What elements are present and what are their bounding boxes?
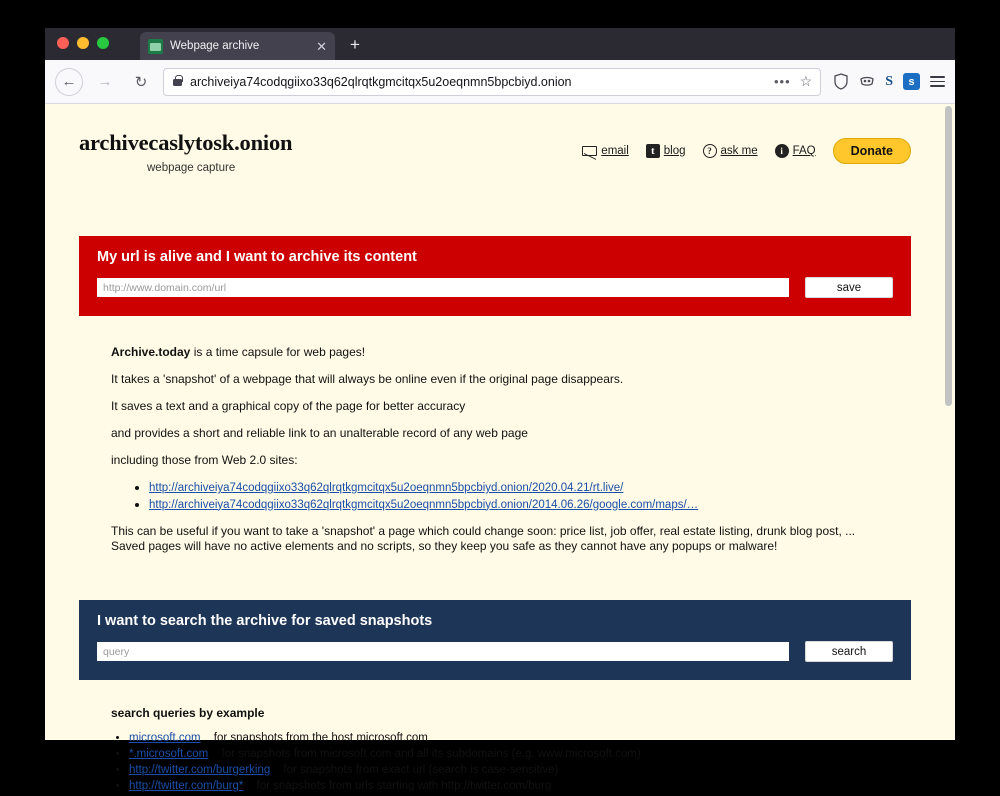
tab-title: Webpage archive <box>170 40 260 52</box>
maximize-window-button[interactable] <box>97 37 109 49</box>
donate-button[interactable]: Donate <box>833 138 911 164</box>
extension-s-icon[interactable]: S <box>885 73 893 89</box>
extension-blue-icon[interactable]: s <box>903 73 920 90</box>
list-item <box>149 481 911 495</box>
search-examples-list <box>111 732 911 792</box>
nav-label-faq: FAQ <box>792 145 816 157</box>
back-button[interactable]: ← <box>55 68 83 96</box>
example-query[interactable]: http://twitter.com/burgerking <box>129 764 271 776</box>
save-button[interactable]: save <box>805 277 893 298</box>
example-link-list <box>111 481 911 511</box>
intro-line-2: It takes a 'snapshot' of a webpage that will always be online even if the original page disappears. <box>111 372 624 386</box>
list-item <box>149 498 911 512</box>
page-title: archivecaslytosk.onion <box>79 130 293 155</box>
url-text: archiveiya74codqgiixo33q62qlrqtkgmcitqx5u2oeqnmn5bpcbiyd.onion <box>190 74 572 89</box>
lock-icon <box>172 75 183 88</box>
page-viewport <box>45 104 955 792</box>
window-controls <box>57 37 109 49</box>
example-link[interactable]: http://archiveiya74codqgiixo33q62qlrqtkgmcitqx5u2oeqnmn5bpcbiyd.onion/2014.06.26/google.com/maps/… <box>149 498 699 511</box>
page-scrollbar[interactable] <box>944 104 953 740</box>
page-actions-icon[interactable]: ••• <box>773 74 791 89</box>
title-bar <box>45 28 955 60</box>
search-examples-section <box>45 680 945 792</box>
list-item <box>129 780 911 792</box>
search-panel <box>79 600 911 680</box>
intro-strong: Archive.today <box>111 345 191 359</box>
nav-label-blog: blog <box>663 145 686 157</box>
archive-panel-title: My url is alive and I want to archive its content <box>97 249 417 265</box>
shield-icon[interactable] <box>833 73 849 90</box>
nav-item-ask-me[interactable] <box>703 144 758 158</box>
site-header <box>45 104 945 174</box>
intro-note-2: Saved pages will have no active elements and no scripts, so they keep you safe as they cannot have any popups or malware! <box>111 539 778 553</box>
site-nav <box>582 130 911 164</box>
bookmark-star-icon[interactable]: ☆ <box>799 73 813 89</box>
archive-url-input[interactable]: http://www.domain.com/url <box>97 278 789 297</box>
scrollbar-thumb[interactable] <box>945 106 952 406</box>
list-item <box>129 764 911 776</box>
page-content <box>45 104 945 792</box>
privacy-mask-icon[interactable] <box>859 73 875 90</box>
example-query[interactable]: *.microsoft.com <box>129 748 209 760</box>
toolbar-extensions <box>829 73 945 90</box>
search-input[interactable]: query <box>97 642 789 661</box>
archive-favicon-icon <box>148 39 163 54</box>
forward-button[interactable]: → <box>97 73 113 90</box>
search-panel-title: I want to search the archive for saved snapshots <box>97 613 433 629</box>
close-window-button[interactable] <box>57 37 69 49</box>
example-description: for snapshots from urls starting with http://twitter.com/burg <box>256 780 552 792</box>
reload-button[interactable]: ↻ <box>134 73 148 91</box>
example-description: for snapshots from microsoft.com and all its subdomains (e.g. www.microsoft.com) <box>221 748 641 760</box>
nav-label-ask-me: ask me <box>720 145 758 157</box>
intro-line-1 <box>111 346 911 358</box>
faq-icon: i <box>775 144 789 158</box>
list-item <box>129 732 911 744</box>
search-examples-heading: search queries by example <box>111 706 265 720</box>
example-description: for snapshots from the host microsoft.com <box>213 732 428 744</box>
app-menu-button[interactable] <box>930 76 945 87</box>
intro-line-5: including those from Web 2.0 sites: <box>111 453 298 467</box>
example-query[interactable]: microsoft.com <box>129 732 201 744</box>
address-bar[interactable] <box>163 68 821 96</box>
example-link[interactable]: http://archiveiya74codqgiixo33q62qlrqtkgmcitqx5u2oeqnmn5bpcbiyd.onion/2020.04.21/rt.live/ <box>149 482 624 494</box>
nav-item-email[interactable] <box>582 145 628 157</box>
new-tab-button[interactable]: + <box>350 35 360 54</box>
nav-label-email: email <box>601 145 629 157</box>
nav-item-blog[interactable] <box>646 144 686 158</box>
intro-text <box>45 316 945 552</box>
email-icon <box>582 146 597 156</box>
navigation-toolbar <box>45 60 955 104</box>
search-button[interactable]: search <box>805 641 893 662</box>
intro-note-1: This can be useful if you want to take a 'snapshot' a page which could change soon: price list, job offer, real estate listing, drunk blog post, ... <box>111 524 856 538</box>
blog-icon: t <box>646 144 660 158</box>
close-tab-icon[interactable]: ✕ <box>316 38 327 54</box>
list-item <box>129 748 911 760</box>
site-brand <box>79 130 582 174</box>
minimize-window-button[interactable] <box>77 37 89 49</box>
archive-panel <box>79 236 911 316</box>
example-query[interactable]: http://twitter.com/burg* <box>129 780 244 792</box>
example-description: for snapshots from exact url (search is case-sensitive) <box>283 764 559 776</box>
browser-tab[interactable] <box>140 32 335 60</box>
nav-item-faq[interactable] <box>775 144 816 158</box>
site-subtitle: webpage capture <box>147 162 236 174</box>
intro-line-1-rest: is a time capsule for web pages! <box>190 345 366 359</box>
intro-line-3: It saves a text and a graphical copy of the page for better accuracy <box>111 399 466 413</box>
intro-line-4: and provides a short and reliable link to an unalterable record of any web page <box>111 426 528 440</box>
ask-me-icon: ? <box>703 144 717 158</box>
browser-window <box>45 28 955 792</box>
